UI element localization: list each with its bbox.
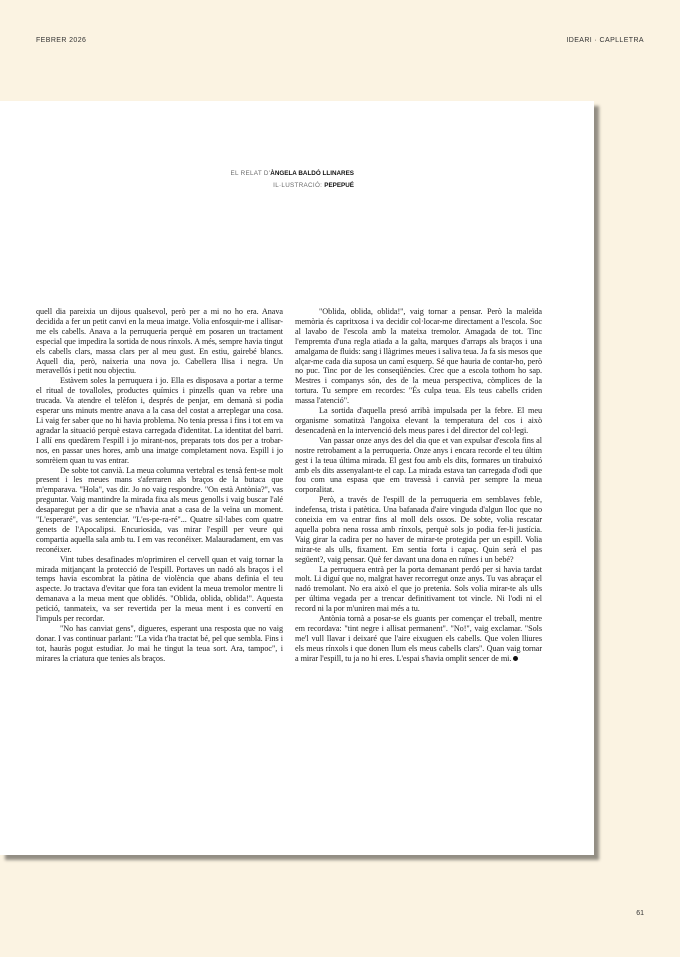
paragraph: "No has canviat gens", digueres, esperant una resposta que no vaig donar. I vas continuar parlant: "La vida t'ha tractat bé, pel que sembla. Fins i tot, hauràs pogut estudiar. Jo mai he tingut la teua sort. Ara, tampoc", i mirares la criatura que tenies als braços.: [36, 624, 283, 663]
paragraph: De sobte tot canvià. La meua columna vertebral es tensà fent-se molt present i les meues mans s'aferraren als braços de la butaca que m'emparava. "Hola", vas dir. Jo no vaig respondre. "On està Antònia?", vas preguntar. Vaig mantindre la mirada fixa als meus genolls i vaig buscar l'alé desaparegut per a dir que se n'havia anat a casa de la veïna un moment. "L'esperaré", vas sentenciar. "L'es-pe-ra-ré"... Quatre síl·labes com quatre genets de l'Apocalipsi. Encuriosida, vas mirar l'espill per veure qui compartia aquella sala amb tu. I em vas reconéixer. Malauradament, em vas reconéixer.: [36, 465, 283, 554]
author-name: ÀNGELA BALDÓ LLINARES: [270, 170, 354, 177]
paragraph: quell dia pareixia un dijous qualsevol, però per a mi no ho era. Anava decidida a fer un petit canvi en la meua imatge. Volia enfosquir-me i allisar-me els cabells. Anava a la perruqueria perquè em posaren un tractament especial que impedira la sortida de nous rínxols. A més, sempre havia tingut els cabells clars, massa clars per al meu gust. En estiu, gairebé blancs. Aquell dia, però, naixeria una nova jo. Cabellera llisa i negra. Un meravellós i petit nou objectiu.: [36, 307, 283, 376]
illustrator-credit-line: [0, 180, 354, 192]
page-number: 61: [636, 910, 644, 917]
paragraph: Vint tubes desafinades m'oprimiren el cervell quan et vaig tornar la mirada mitjançant la protecció de l'espill. Portaves un nadó als braços i el temps havia escombrat la pàtina de violència que abans definia el teu aspecte. Jo tractava d'evitar que fora tan evident la meua tremolor mentre li demanava a la meua ment que oblidés. "Oblida, oblida, oblida!". Aquesta petició, tanmateix, va ser revertida per la meua ment i es convertí en l'impuls per recordar.: [36, 554, 283, 624]
story-label: EL RELAT D': [230, 170, 271, 177]
illustrator-name: PEPEPUÉ: [324, 181, 354, 189]
paragraph: La sortida d'aquella presó arribà impulsada per la febre. El meu organisme somatitzà l'angoixa elevant la temperatura del cos i això desencadenà en la intervenció dels meus pares i del director del col·legi.: [295, 406, 542, 435]
paragraph: Estàvem soles la perruquera i jo. Ella es disposava a portar a terme el ritual de tovalloles, productes químics i pinzells quan va rebre una trucada. Va atendre el telèfon i, després de penjar, em demanà si podia esperar uns minuts mentre anava a la casa del costat a arreplegar una cosa. Li vaig fer saber que no hi havia problema. No tenia pressa i fins i tot em va agradar la situació perquè estava carregada d'identitat. La identitat del barri. I allí ens quedàrem l'espill i jo mirant-nos, preparats tots dos per a trobar-nos, en passar unes hores, amb una imatge completament nova. Espill i jo somrèiem quan tu vas entrar.: [36, 376, 283, 465]
running-header-section: IDEARI · CAPLLETRA: [566, 37, 644, 44]
paragraph: Van passar onze anys des del dia que et van expulsar d'escola fins al nostre retrobament a la perruqueria. Onze anys i encara recorde el teu últim gest i la teua última mirada. El gest fou amb els dits, formares un tirabuixó amb els dits assenyalant-te el cap. La mirada estava tan carregada d'odi que fou com una espasa que em travessà i canvià per sempre la meua corporalitat.: [295, 435, 542, 495]
illustration-label: IL·LUSTRACIÓ:: [273, 181, 325, 189]
article-credits: [0, 168, 354, 191]
running-header-date: FEBRER 2026: [36, 37, 87, 44]
paragraph-text: Antònia tornà a posar-se els guants per començar el treball, mentre em recordava: "tint negre i allisat permanent". "No!", vaig exclamar. "Sols me'l vull llavar i deixaré que l'aire eixuguen els cabells. Que volen lliures els meus rínxols i que donen llum els meus cabells clars". Quan vaig tornar a mirar l'espill, tu ja no hi eres. L'espai s'havia omplit sencer de mi.: [295, 614, 542, 663]
end-of-story-icon: [513, 656, 518, 661]
story-column-right: [295, 307, 542, 664]
last-paragraph: [295, 614, 542, 664]
paragraph: "Oblida, oblida, oblida!", vaig tornar a pensar. Però la maleïda memòria és capritxosa i va decidir col·locar-me directament a l'escola. Soc al lavabo de l'escola amb la mateixa tremolor. Amagada de tot. Tinc l'empremta d'una regla atiada a la galta, marques d'arraps als braços i una amalgama de fluids: sang i llàgrimes meues i saliva teua. Ja fa sis mesos que alçar-me cada dia suposa un camí esquerp. Sé que hauria de contar-ho, però no puc. Tinc por de les conseqüències. Crec que a escola tothom ho sap. Mestres i companys són, des de la meua perspectiva, còmplices de la tortura. Tu sempre em recordes: "És culpa teua. Els teus cabells criden massa l'atenció".: [295, 307, 542, 406]
paragraph: La perruquera entrà per la porta demanant perdó per si havia tardat molt. Li diguí que no, malgrat haver recorregut onze anys. Tu vas abraçar el nadó tremolant. No era això el que jo pretenia. Sols volia mirar-te als ulls per última vegada per a trencar definitivament tot vincle. Ni l'odi ni el record ni la por m'uniren mai més a tu.: [295, 564, 542, 614]
paragraph: Però, a través de l'espill de la perruqueria em semblaves feble, indefensa, trista i patètica. Una bafanada d'aire vinguda d'algun lloc que no coneixia em va entrar fins al moll dels ossos. De sobte, volia rescatar aquella pobra nena rossa amb rínxols, perquè sols jo podia fer-li justícia. Vaig girar la cadira per no haver de mirar-te protegida per un espill. Volia mirar-te als ulls, fixament. Em sentia forta i capaç. Quin serà el pas següent?, vaig pensar. Què fer davant una dona en ruïnes i un bebé?: [295, 495, 542, 564]
story-column-left: [36, 307, 283, 664]
author-credit-line: [0, 168, 354, 180]
